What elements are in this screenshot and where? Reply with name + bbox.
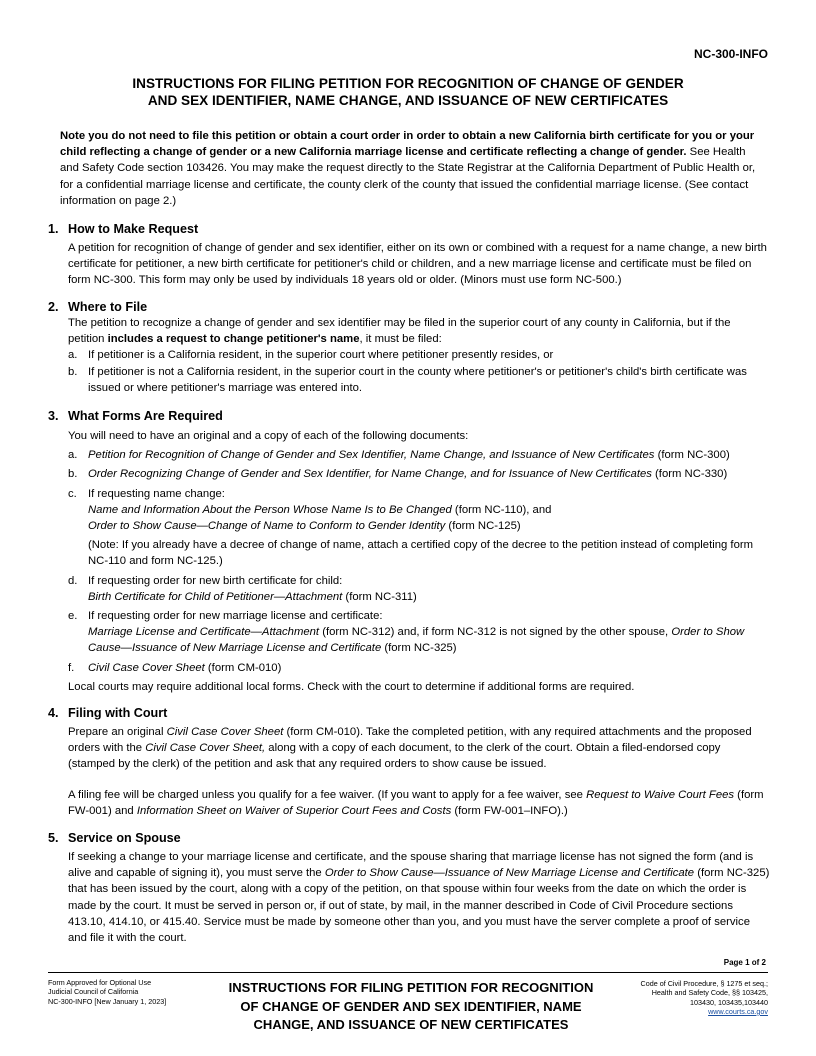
title-line: AND SEX IDENTIFIER, NAME CHANGE, AND ISSUANCE OF NEW CERTIFICATES xyxy=(147,93,669,108)
section-title: Service on Spouse xyxy=(68,831,181,845)
text-run: (form NC-110), and xyxy=(451,503,552,516)
list-label: d. xyxy=(68,574,78,587)
text-line: If requesting order for new birth certificate for child: xyxy=(88,574,343,587)
note-text: See Health and Safety Code section 103426. You may make the request directly to the State Registrar at the California Department of Public Health or, for a confidential marriage license and certificate, the county clerk of the county that issued the confidential marriage license. (See contact information on page 2.) xyxy=(60,146,756,207)
list-item xyxy=(68,447,770,463)
text-run: (form NC-330) xyxy=(651,468,728,481)
text-run: A filing fee will be charged unless you qualify for a fee waiver. (If you want to apply for a fee waiver, see xyxy=(68,788,587,801)
section-service-on-spouse xyxy=(48,830,770,946)
section-title: How to Make Request xyxy=(68,222,199,236)
form-title: Order to Show Cause—Issuance of New Marriage License and Certificate xyxy=(88,626,745,655)
section-where-to-file xyxy=(48,299,770,396)
paragraph: You will need to have an original and a copy of each of the following documents: xyxy=(68,430,469,442)
footer-text: Judicial Council of California xyxy=(48,987,139,997)
list-item xyxy=(68,466,770,482)
form-title: Request to Waive Court Fees xyxy=(586,788,735,801)
form-title: Marriage License and Certificate—Attachment xyxy=(88,626,320,639)
text-run-bold: includes a request to change petitioner's name xyxy=(107,333,360,346)
section-filing-with-court xyxy=(48,705,770,819)
note-text: (Note: If you already have a decree of change of name, attach a certified copy of the decree to the petition instead of completing form NC-110 and form NC-125.) xyxy=(88,539,754,568)
footer-text: 103430, 103435,103440 xyxy=(690,997,768,1007)
list-text xyxy=(88,608,770,657)
section-heading xyxy=(48,299,770,315)
section-body xyxy=(68,315,770,396)
footer-title-line: OF CHANGE OF GENDER AND SEX IDENTIFIER, NAME xyxy=(240,998,582,1014)
paragraph: Local courts may require additional local forms. Check with the court to determine if additional forms are required. xyxy=(68,680,635,693)
form-title: Civil Case Cover Sheet, xyxy=(145,742,266,755)
text-line: If requesting name change: xyxy=(88,487,225,500)
courts-website-link[interactable]: www.courts.ca.gov xyxy=(708,1006,768,1016)
list-text: If petitioner is a California resident, in the superior court where petitioner presently resides, or xyxy=(88,349,554,362)
list-item xyxy=(68,660,770,676)
section-title: Filing with Court xyxy=(68,706,168,720)
text-run: (form NC-125) xyxy=(445,520,521,533)
section-body: A petition for recognition of change of gender and sex identifier, either on its own or combined with a request for a name change, a new birth certificate for petitioner, a new birth certificate for petitioner's child or children, and a new marriage license and certificate must be filed on form NC-300. This form may only be used by individuals 18 years old or older. (Minors must use form NC-500.) xyxy=(68,242,767,287)
list-label: a. xyxy=(68,349,78,362)
list-label: b. xyxy=(68,468,78,481)
section-how-to-make-request xyxy=(48,221,770,289)
section-heading xyxy=(48,705,770,721)
section-heading xyxy=(48,830,770,846)
section-heading xyxy=(48,408,770,424)
section-what-forms-are-required xyxy=(48,408,770,695)
text-run: The petition to recognize a change of gender and sex identifier may be filed in the superior court of any county in California, but if the petition xyxy=(68,317,731,346)
text-line: If requesting order for new marriage license and certificate: xyxy=(88,610,383,623)
note-bold: Note you do not need to file this petition or obtain a court order in order to obtain a new California birth certificate for you or your child reflecting a change of gender or a new California marriage license and certificate reflecting a change of gender. xyxy=(60,130,755,159)
list-text: If petitioner is not a California resident, in the superior court in the county where petitioner's or petitioner's child's birth certificate was issued or where petitioner's marriage was entered into. xyxy=(88,365,747,394)
list-item xyxy=(68,608,770,657)
section-body xyxy=(68,724,770,819)
page-title xyxy=(60,75,756,109)
section-body xyxy=(68,849,770,946)
paragraph xyxy=(68,787,770,819)
list-label: a. xyxy=(68,449,78,462)
list-text xyxy=(88,447,770,463)
footer-title-line: CHANGE, AND ISSUANCE OF NEW CERTIFICATES xyxy=(253,1017,569,1032)
text-line xyxy=(88,502,770,518)
section-title: Where to File xyxy=(68,300,148,314)
form-title: Civil Case Cover Sheet xyxy=(166,726,284,738)
footer-form-info xyxy=(48,978,208,1006)
list-item xyxy=(68,347,770,363)
text-run: along with a copy of each document, to the clerk of the court. Obtain a filed-endorsed copy (stamped by the clerk) of the petition and ask that any required orders to show cause be issued. xyxy=(68,742,721,771)
footer-text: NC-300-INFO [New January 1, 2023] xyxy=(48,996,167,1006)
text-run: (form NC-300) xyxy=(654,449,730,462)
section-number: 3. xyxy=(48,409,59,423)
paragraph xyxy=(68,315,770,347)
text-run: (form NC-325) xyxy=(381,642,457,655)
footer-divider xyxy=(48,972,768,973)
paragraph xyxy=(68,724,770,773)
section-number: 1. xyxy=(48,222,59,236)
list-label: c. xyxy=(68,487,77,500)
form-title: Order Recognizing Change of Gender and Sex Identifier, for Name Change, and for Issuance of New Certificates xyxy=(88,468,652,481)
footer-citations xyxy=(608,979,768,1016)
text-run: , it must be filed: xyxy=(359,333,442,346)
form-title: Petition for Recognition of Change of Gender and Sex Identifier, Name Change, and Issuance of New Certificates xyxy=(88,449,655,462)
text-run: If seeking a change to your marriage license and certificate, and the spouse sharing that marriage license has not signed the form (and is alive and capable of signing it), you must serve the xyxy=(68,851,754,880)
footer-title xyxy=(196,979,626,1035)
form-title: Civil Case Cover Sheet xyxy=(88,661,205,674)
footer-text: Form Approved for Optional Use xyxy=(48,978,152,987)
section-body xyxy=(68,428,770,695)
form-title: Order to Show Cause—Change of Name to Conform to Gender Identity xyxy=(88,520,446,533)
section-number: 5. xyxy=(48,831,59,845)
list-label: b. xyxy=(68,365,78,378)
list-label: f. xyxy=(68,661,75,674)
text-run: Prepare an original xyxy=(68,726,167,738)
section-title: What Forms Are Required xyxy=(68,409,223,423)
list-text xyxy=(88,466,770,482)
form-title: Birth Certificate for Child of Petitioner—Attachment xyxy=(88,590,343,603)
footer-text: Health and Safety Code, §§ 103425, xyxy=(651,988,768,998)
form-title: Information Sheet on Waiver of Superior Court Fees and Costs xyxy=(136,804,452,817)
list-item xyxy=(68,486,770,570)
form-title: Name and Information About the Person Whose Name Is to Be Changed xyxy=(88,503,452,516)
text-run: (form NC-325) that has been issued by the court, along with a copy of the petition, on that spouse within four weeks from the date on which the order is made by the court. It must be served in person or, if out of state, by mail, in the manner described in Code of Civil Procedure sections 413.10, 414.10, or 415.40. Service must be made by someone other than you, and you must have the server complete a proof of service and file it with the court. xyxy=(68,867,770,945)
list-item xyxy=(68,573,770,605)
form-id: NC-300-INFO xyxy=(693,47,768,61)
text-run: (form FW-001) and xyxy=(68,788,764,817)
text-run: (form NC-311) xyxy=(342,590,417,603)
list-text xyxy=(88,660,770,676)
list-text xyxy=(88,486,770,570)
text-run: (form CM-010) xyxy=(204,661,282,674)
form-title: Order to Show Cause—Issuance of New Marriage License and Certificate xyxy=(324,867,695,880)
page-number: Page 1 of 2 xyxy=(723,958,766,967)
text-line xyxy=(88,518,770,534)
footer-text: Code of Civil Procedure, § 1275 et seq.; xyxy=(640,979,768,988)
intro-note xyxy=(60,128,760,209)
text-line xyxy=(88,624,770,656)
section-number: 4. xyxy=(48,706,59,720)
text-line xyxy=(88,589,770,605)
text-run: (form FW-001–INFO).) xyxy=(451,804,568,817)
title-line: INSTRUCTIONS FOR FILING PETITION FOR RECOGNITION OF CHANGE OF GENDER xyxy=(132,76,684,91)
section-heading xyxy=(48,221,770,237)
footer-title-line: INSTRUCTIONS FOR FILING PETITION FOR RECOGNITION xyxy=(228,980,594,995)
text-run: (form CM-010). Take the completed petition, with any required attachments and the proposed orders with the xyxy=(68,726,752,755)
text-run: (form NC-312) and, if form NC-312 is not signed by the other spouse, xyxy=(319,626,672,639)
list-label: e. xyxy=(68,610,78,623)
list-text xyxy=(88,573,770,605)
list-item xyxy=(68,364,770,396)
section-number: 2. xyxy=(48,300,59,314)
